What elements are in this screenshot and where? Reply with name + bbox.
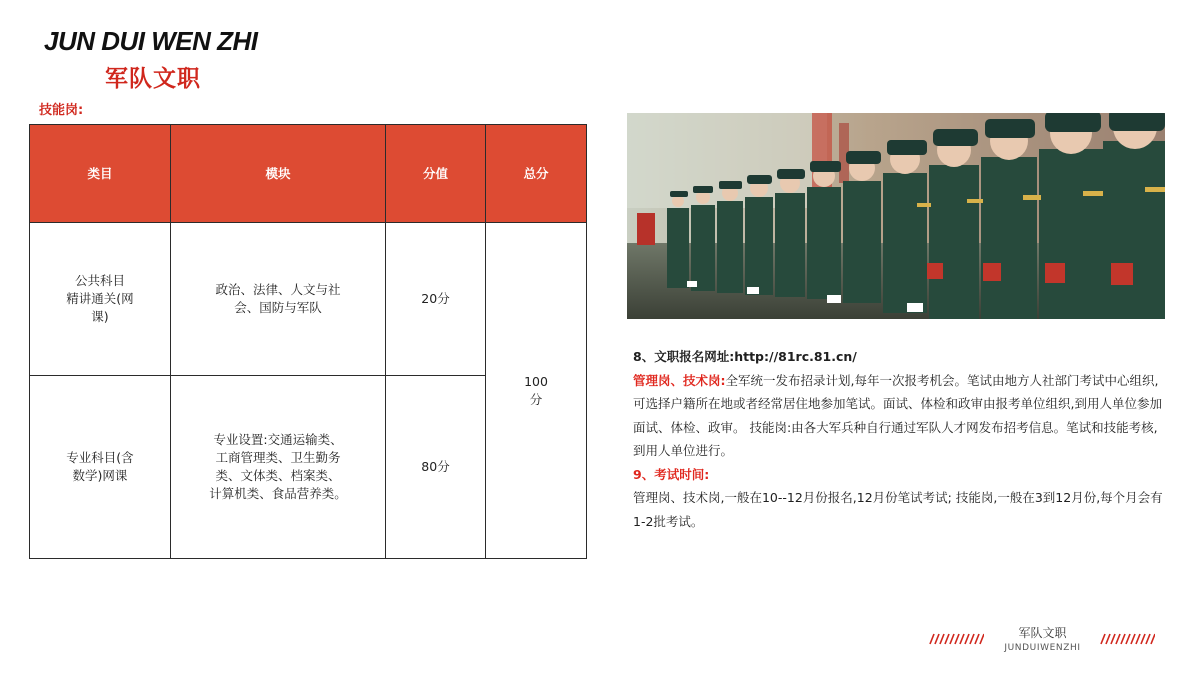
brand-title-cn: 军队文职 — [105, 66, 201, 92]
roles-text: 全军统一发布招录计划,每年一次报考机会。笔试由地方人社部门考试中心组织,可选择户籍所在地或者经常居住地参加笔试。面试、体检和政审由报考单位组织,到用人单位参加面试、体检、政审。 技能岗:由各大军兵种自行通过军队人才网发布招考信息。笔试和技能考核,到用人单位进行。 — [633, 372, 1162, 458]
cell-module: 政治、法律、人文与社 会、国防与军队 — [171, 223, 386, 376]
cell-module: 专业设置:交通运输类、 工商管理类、卫生勤务 类、文体类、档案类、 计算机类、食品营养类。 — [171, 376, 386, 559]
table-header-row — [30, 125, 587, 223]
footer-brand — [990, 626, 1095, 654]
exam-table — [29, 124, 587, 559]
cell-score: 20分 — [386, 223, 486, 376]
brand-title-en: JUN DUI WEN ZHI — [44, 26, 258, 56]
footer-brand-en: JUNDUIWENZHI — [1004, 643, 1081, 653]
info-item9-text: 管理岗、技术岗,一般在10--12月份报名,12月份笔试考试; 技能岗,一般在3到12月份,每个月会有1-2批考试。 — [633, 490, 1163, 529]
section-label: 技能岗: — [39, 103, 84, 118]
info-panel — [633, 345, 1163, 533]
registration-url-link[interactable]: http://81rc.81.cn/ — [734, 349, 857, 364]
cell-category: 专业科目(含 数学)网课 — [30, 376, 171, 559]
footer-stripes-left — [929, 633, 984, 645]
cell-category: 公共科目 精讲通关(网 课) — [30, 223, 171, 376]
footer-brand-cn: 军队文职 — [1018, 626, 1067, 640]
cell-score: 80分 — [386, 376, 486, 559]
header-total: 总分 — [486, 125, 587, 223]
info-roles — [633, 369, 1163, 463]
cell-total: 100 分 — [486, 223, 587, 559]
footer-stripes-right — [1100, 633, 1155, 645]
header-category: 类目 — [30, 125, 171, 223]
header-module: 模块 — [171, 125, 386, 223]
info-item9-label: 9、考试时间: — [633, 466, 710, 482]
header-score: 分值 — [386, 125, 486, 223]
roles-label: 管理岗、技术岗: — [633, 372, 726, 388]
item8-label: 8、文职报名网址: — [633, 349, 735, 364]
table-row — [30, 223, 587, 376]
military-parade-photo — [627, 113, 1165, 319]
info-item8 — [633, 345, 1163, 369]
